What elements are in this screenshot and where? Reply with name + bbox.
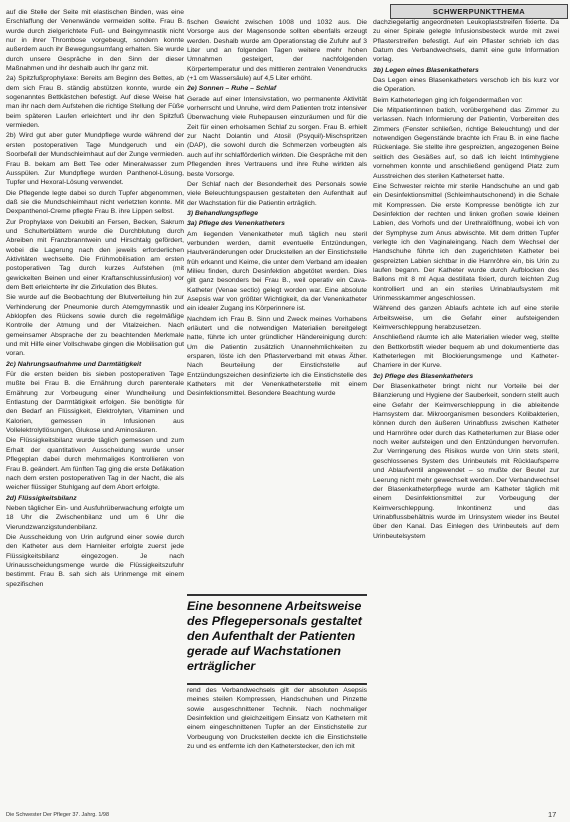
paragraph: Für die ersten beiden bis sieben postoperativen Tage mußte bei Frau B. die Ernährung durch parenterale Ernährung zur Vorbeugung einer Wundheilung und Entlastung der Darmtätigkeit erfolgen. Sie benötigte für den Bedarf an Flüssigkeit, Elektrolyten, Vitaminen und Kalorien, gemessen in Infusionen aus Vollelektrolytlösungen, Glukose und Aminosäuren. xyxy=(6,371,184,435)
section-header xyxy=(390,4,568,19)
paragraph: fischen Gewicht zwischen 1008 und 1032 aus. Die Vorsorge aus der Magensonde sollten ebenfalls erzeugt werden. Deshalb wurde am Operationstag die Zufuhr auf 3 Liter und an folgenden Tagen weitere mehr hohen Umnahmen gesteigert, der nachfolgenden Körpertemperatur und des mittleren zentralen Venendrucks (+1 cm Wassersäule) auf 4,5 Liter erhöht. xyxy=(187,19,367,83)
subheading: 3a) Pflege des Venenkatheters xyxy=(187,220,285,228)
column-3 xyxy=(373,18,559,816)
column-2 xyxy=(187,18,367,604)
section-title: SCHWERPUNKTTHEMA xyxy=(432,7,526,16)
subheading: 3c) Pflege des Blasenkatheters xyxy=(373,372,474,380)
paragraph: auf die Stelle der Seite mit elastischen Binden, was eine Erschlaffung der Venenwände vermeiden sollte. Frau B. wurde durch zielgerichtete Fuß- und Beingymnastik nicht nur in ihrer Thrombose vorgebeugt, sondern konnte außerdem auch ihr Bewegungsumfang erhalten. Sie wurde durch unsere Gespräche in den Sinn der dieser Maßnahmen und ihr deshalb auch Ihr ganz mit. xyxy=(6,9,184,73)
paragraph: dachziegelartig angeordneten Leukoplaststreifen fixierte. Da zu einer Spirale gelegte Infusionsbesteck wurde mit zwei Pflasterstreifen befestigt. Auf ein Pflaster schrieb ich das Datum des Verbandwechsels, damit eine gute Information vorlag. xyxy=(373,19,559,64)
paragraph: Die Flüssigkeitsbilanz wurde täglich gemessen und zum Erhalt der quantitativen Ausscheidung wurde unser Pflegeplan dabei durch mehrmaliges Kontrollieren von Frau B. geändert. Am fünften Tag ging die erste Defäkation nach dem ersten postoperativen Tag in der Nacht, die als weicher flüssiger Stuhlgang auf dem Abort erfolgte. xyxy=(6,437,184,492)
column-1 xyxy=(6,8,184,808)
paragraph: Eine Schwester reichte mir sterile Handschuhe an und gab ein Desinfektionsmittel (Schleimhautschonend) in die Schale mit Kompressen. Die erste Kompresse benötigte ich zur Desinfektion der rechten und linken großen sowie kleinen Labien, des Vorhofs und der Urethralöffnung, wobei ich von der Symphyse zum Anus abwischte. Mit dem dritten Tupfer verlegte ich den Vaginaleingang. Nach dem Wechsel der Handschuhe führte ich den zugerichteten Katheter bei gespreizten Labien sichtbar in die Harnröhre ein, bis Urin zu laufen begann. Der Katheter wurde durch Aufblocken des Ballons mit 8 ml Aqua destillata fixiert, durch leichten Zug kontrolliert und an ein steriles Urinablaufsystem mit Urinmesskammer angeschlossen. xyxy=(373,182,559,302)
paragraph: Gerade auf einer Intensivstation, wo permanente Aktivität vorherrscht und Unruhe, wird dem Patienten trotz intensiver Überwachung viele Ruhepausen einzuräumen und für die Zeit für einen erholsamen Schlaf zu sorgen. Frau B. erhielt zur Nacht Dolantin und Atosil (Psyquil)-Mischspritzen (DAP), die sowohl durch die Schmerzen vorbeugten als auch auf ihr schlafförderlich wirkten. Die Gespräche mit den Pflegenden ihres Vertrauens und ihre Ruhe wirkten als beste Vorsorge. xyxy=(187,95,367,178)
subheading: 2c) Nahrungsaufnahme und Darmtätigkeit xyxy=(6,360,142,368)
subheading: 2e) Sonnen – Ruhe – Schlaf xyxy=(187,85,277,93)
paragraph: Das Legen eines Blasenkatheters verschob ich bis kurz vor die Operation. xyxy=(373,77,559,94)
paragraph: Die Pflegende legte dabei so durch Tupfer abgenommen, daß sie die Mundschleimhaut nicht verletzten konnte. Mit Dexpanthenol-Creme pflegte Frau B. ihre Lippen selbst. xyxy=(6,189,184,216)
paragraph: rend des Verbandwechsels gilt der absoluten Asepsis meines steilen Kompressen, Handschuhen und Pinzette sowie ausgeschnittener Technik. Nach nochmaliger Desinfektion und gleichzeitigem Einsatz von Kathetern mit einem eingeschnittenen Tupfer an der Einstichstelle zur Vorbeugung von Druckstellen deckte ich die Einstichstelle zu und es entfernte ich den Katheterstecker, den ich mit xyxy=(187,687,367,751)
page-number: 17 xyxy=(548,810,557,819)
paragraph: Die Mitpatientinnen batich, vorübergehend das Zimmer zu verlassen. Nach Informierung der Patientin, Vorbereiten des Zimmers (Fenster schließen, richtige Beleuchtung) und der notwendigen Gegenstände brachte ich Frau B. in eine flache Rückenlage. Sie stellte ihre gespreizten, angezogenen Beine seitlich des Gesäßes auf, so daß ich leicht Intimhygiene vornehmen konnte und anschließend genügend Platz zum Ausstreichen des sterilen Katheterset hatte. xyxy=(373,107,559,180)
paragraph: Der Schlaf nach der Besonderheit des Personals sowie viele Beleuchtungspausen gestalteten den Aufenthalt auf der Wachstation für die Patientin erträglich. xyxy=(187,180,367,207)
subheading: 3b) Legen eines Blasenkatheters xyxy=(373,66,479,74)
paragraph: Neben täglicher Ein- und Ausfuhrüberwachung erfolgte um 18 Uhr die Zwischenbilanz und um 6 Uhr die Vierundzwanzigstundenbilanz. xyxy=(6,504,184,531)
paragraph: 2a) Spitzfußprophylaxe: Bereits am Beginn des Bettes, ab dem sich Frau B. ständig abstützen konnte, wurde ein sogenanntes Bettkästchen befestigt. Auf diese Weise hat man ihr nach dem Aufstehen die richtige Stellung der Füße beim späteren Laufen erleichtert und ihr den Spitzfuß vermieden. xyxy=(6,75,184,130)
paragraph: Während des ganzen Ablaufs achtete ich auf eine sterile Arbeitsweise, um die Gefahr einer aufsteigenden Keimverschleppung herabzusetzen. xyxy=(373,305,559,331)
paragraph: Die Ausscheidung von Urin aufgrund einer sowie durch den Katheter aus dem Harnleiter erfolgte zuerst jede Flüssigkeitsbilanz eingezogen. Je nach Urinausscheidungsmenge wurde die Flüssigkeitszufuhr bestimmt. Frau B. sah sich als Urinmenge mit einem spezifischen xyxy=(6,533,184,588)
paragraph: Sie wurde auf die Beobachtung der Blutverteilung hin zur Verhinderung der Pneumonie durch Atemgymnastik und Abklopfen des Rückens sowie durch die regelmäßige Kontrolle der Atmung und der Vitalzeichen. Nach gemeinsamer Absprache der zu beachtenden Merkmale und mit Hilfe einer Vollschwabe gingen die Mobilisation gut voran. xyxy=(6,294,184,358)
paragraph: Anschließend räumte ich alle Materialien wieder weg, stellte den Bettkorbstift wieder bequem ab und dokumentierte das Katheterlegen mit Blockierungsmenge und Katheter-Charriere in der Kurve. xyxy=(373,334,559,370)
subheading: 2d) Flüssigkeitsbilanz xyxy=(6,494,77,502)
paragraph: Am liegenden Venenkatheter muß täglich neu steril verbunden werden, damit eventuelle Entzündungen, Hautveränderungen oder Druckstellen an der Einstichstelle früh erkannt und Keime, die unter dem Verband am idealen Milieu finden, durch Desinfektion abgetötet werden. Dies gilt ganz besonders bei Frau B., weil operativ ein Cava-Katheter (Venae sectio) gelegt worden war. Eine absolute Asepsis war von größter Wichtigkeit, da der Venenkatheter ein idealer Zugang ins Körperinnere ist. xyxy=(187,230,367,313)
paragraph: Nachdem ich Frau B. Sinn und Zweck meines Vorhabens erläutert und die notwendigen Materialien bereitgelegt hatte, führte ich unter gründlicher Händereinigung durch: Um die Patientin zusätzlich Unannehmlichkeiten zu ersparen, löste ich den Pflasterverband mit etwas Äther. Nach Beurteilung der Einstichstelle auf Entzündungszeichen desinfizierte ich die Einstichstelle des Katheters mit der Venenkatheterstelle mit einem Desinfektionsmittel. Besondere Beachtung wurde xyxy=(187,315,367,398)
paragraph: 2b) Wird gut aber guter Mundpflege wurde während der ersten postoperativen Tage Mundgeruch und ein Soorbefall der Mundschleimhaut auf der Zunge vermieden. Frau B. bekam am Bett Tee oder Mineralwasser zum Ausspülen. Zur Mundpflege wurden Panthenol-Lösung, Tupfer und Hexoral-Lösung verwendet. xyxy=(6,132,184,187)
subheading: 3) Behandlungspflege xyxy=(187,209,258,217)
footer-publication: Die Schwester Der Pfleger 37. Jahrg. 1/98 xyxy=(6,812,110,818)
column-2-continued xyxy=(187,686,367,810)
paragraph: Der Blasenkatheter bringt nicht nur Vorteile bei der Bilanzierung und Hygiene der Sauberkeit, sondern stellt auch eine Gefahr der Keimverschleppung in die ableitende Harnsystem dar. Mikroorganismen besonders Kolibakterien, können durch den äußeren Urinabfluss zwischen Katheter und Harnröhre oder durch das Katheterlumen zur Blase oder noch weiter aufsteigen und den Entzündungen hervorrufen. Zur Verringerung des Risikos wurde von Urin stets steril, geschlossenes System des Urinbeutels mit Rücklaufsperre und Ablaufventil angewendet – so mußte der Beutel zur Leerung nicht mehr gewechselt werden. Der Verbandwechsel der Blasenkatheterpflege wurde am Katheter täglich mit einem Desinfektionsmittel zur Vorbeugung der Keimverschleppung. Inkontinenz und das Urinabflussbehältnis wurde im Urinsystem wieder ins Beutel über den Kanal. Das Einlegen des Urinbeutels auf dem Urinbeutelsystem xyxy=(373,383,559,540)
paragraph: Zur Prophylaxe von Dekubiti an Fersen, Becken, Sakrum und Schulterblättern wurde die Durchblutung durch Abreiben mit Franzbranntwein und Hirschtalg gefördert, wobei die Lagerung nach den jeweils erforderlichen Aktivitäten wechselte. Die Frühmobilisation am ersten postoperativen Tag durch kurzes Aufstehen (mit gewickelten Beinen und einer Kraftanschlussinfusion) vor dem Bett erleichterte ihr die Zirkulation des Blutes. xyxy=(6,218,184,291)
paragraph: Beim Katheterlegen ging ich folgendermaßen vor: xyxy=(373,96,523,104)
pull-quote: Eine besonnene Arbeitsweise des Pflegepersonals gestaltet den Aufenthalt der Patienten gerade auf Wachstationen erträglicher xyxy=(187,594,367,685)
